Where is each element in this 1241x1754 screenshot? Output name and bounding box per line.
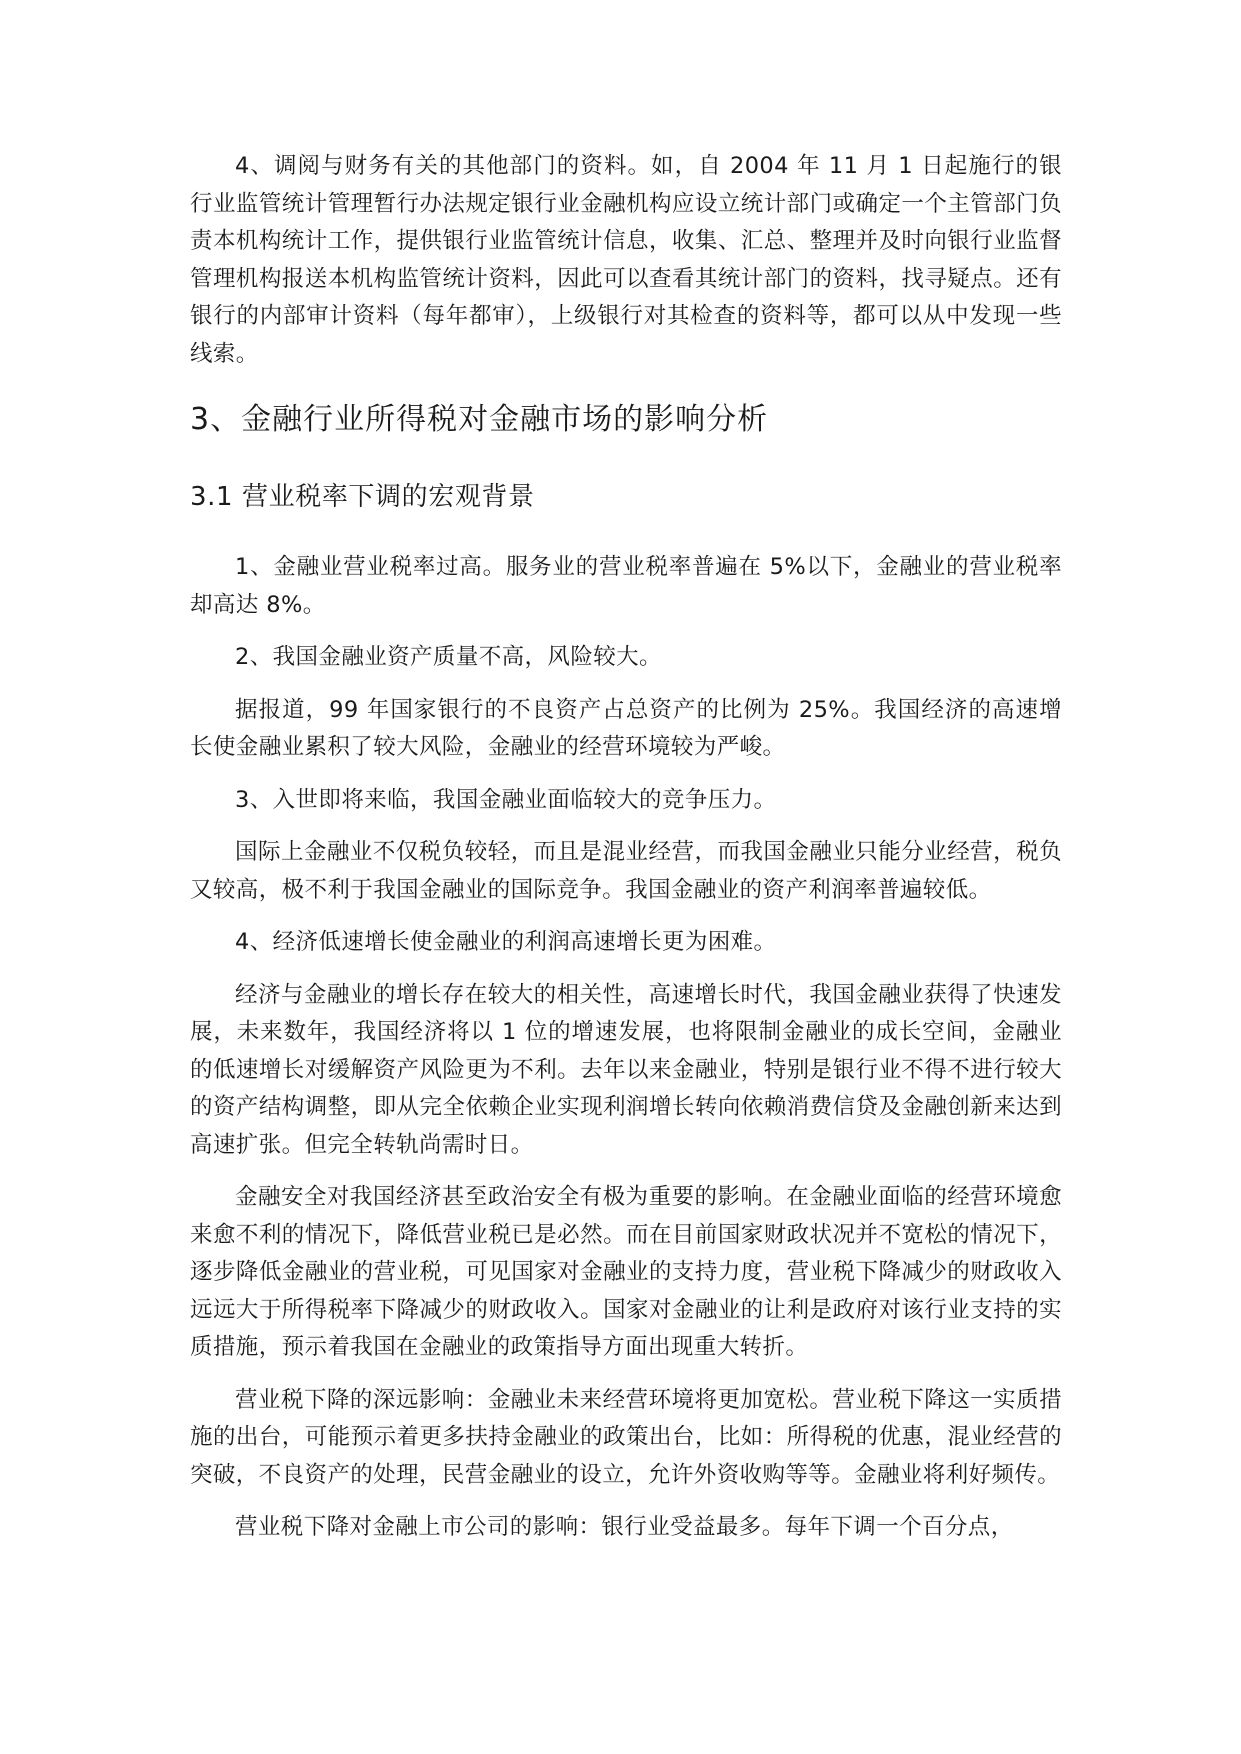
paragraph-9: 金融安全对我国经济甚至政治安全有极为重要的影响。在金融业面临的经营环境愈来愈不利的情况下，降低营业税已是必然。而在目前国家财政状况并不宽松的情况下，逐步降低金融业的营业税，可见国家对金融业的支持力度，营业税下降减少的财政收入远远大于所得税率下降减少的财政收入。国家对金融业的让利是政府对该行业支持的实质措施，预示着我国在金融业的政策指导方面出现重大转折。: [190, 1184, 1062, 1360]
spacer: [190, 624, 1062, 639]
spacer: [190, 373, 1062, 395]
spacer: [190, 1164, 1062, 1179]
document-page: [190, 148, 1062, 1547]
spacer: [190, 767, 1062, 782]
spacer: [190, 519, 1062, 549]
paragraph-4: 据报道，99 年国家银行的不良资产占总资产的比例为 25%。我国经济的高速增长使金融业累积了较大风险，金融业的经营环境较为严峻。: [190, 696, 1062, 760]
paragraph-5: 3、入世即将来临，我国金融业面临较大的竞争压力。: [235, 786, 777, 813]
spacer: [190, 819, 1062, 834]
paragraph-11: 营业税下降对金融上市公司的影响：银行业受益最多。每年下调一个百分点，: [235, 1514, 1014, 1540]
spacer: [190, 1367, 1062, 1382]
paragraph-3: 2、我国金融业资产质量不高，风险较大。: [235, 644, 662, 670]
paragraph-6: 国际上金融业不仅税负较轻，而且是混业经营，而我国金融业只能分业经营，税负又较高，极不利于我国金融业的国际竞争。我国金融业的资产利润率普遍较低。: [190, 839, 1062, 903]
spacer: [190, 677, 1062, 692]
paragraph-2: 1、金融业营业税率过高。服务业的营业税率普遍在 5%以下，金融业的营业税率却高达 8%。: [190, 554, 1062, 618]
spacer: [190, 909, 1062, 924]
spacer: [190, 445, 1062, 475]
spacer: [190, 1494, 1062, 1509]
paragraph-7: 4、经济低速增长使金融业的利润高速增长更为困难。: [235, 929, 777, 955]
spacer: [190, 962, 1062, 977]
paragraph-10: 营业税下降的深远影响：金融业未来经营环境将更加宽松。营业税下降这一实质措施的出台，可能预示着更多扶持金融业的政策出台，比如：所得税的优惠，混业经营的突破，不良资产的处理，民营金融业的设立，允许外资收购等等。金融业将利好频传。: [190, 1386, 1062, 1488]
subsection-heading-3-1: 3.1 营业税率下调的宏观背景: [190, 482, 535, 512]
paragraph-1: 4、调阅与财务有关的其他部门的资料。如，自 2004 年 11 月 1 日起施行的银行业监管统计管理暂行办法规定银行业金融机构应设立统计部门或确定一个主管部门负责本机构统计工作，提供银行业监管统计信息，收集、汇总、整理并及时向银行业监督管理机构报送本机构监管统计资料，因此可以查看其统计部门的资料，找寻疑点。还有银行的内部审计资料（每年都审），上级银行对其检查的资料等，都可以从中发现一些线索。: [190, 153, 1062, 367]
section-heading-3: 3、金融行业所得税对金融市场的影响分析: [190, 402, 769, 437]
paragraph-8: 经济与金融业的增长存在较大的相关性，高速增长时代，我国金融业获得了快速发展，未来数年，我国经济将以 1 位的增速发展，也将限制金融业的成长空间，金融业的低速增长对缓解资产风险更为不利。去年以来金融业，特别是银行业不得不进行较大的资产结构调整，即从完全依赖企业实现利润增长转向依赖消费信贷及金融创新来达到高速扩张。但完全转轨尚需时日。: [190, 981, 1062, 1158]
